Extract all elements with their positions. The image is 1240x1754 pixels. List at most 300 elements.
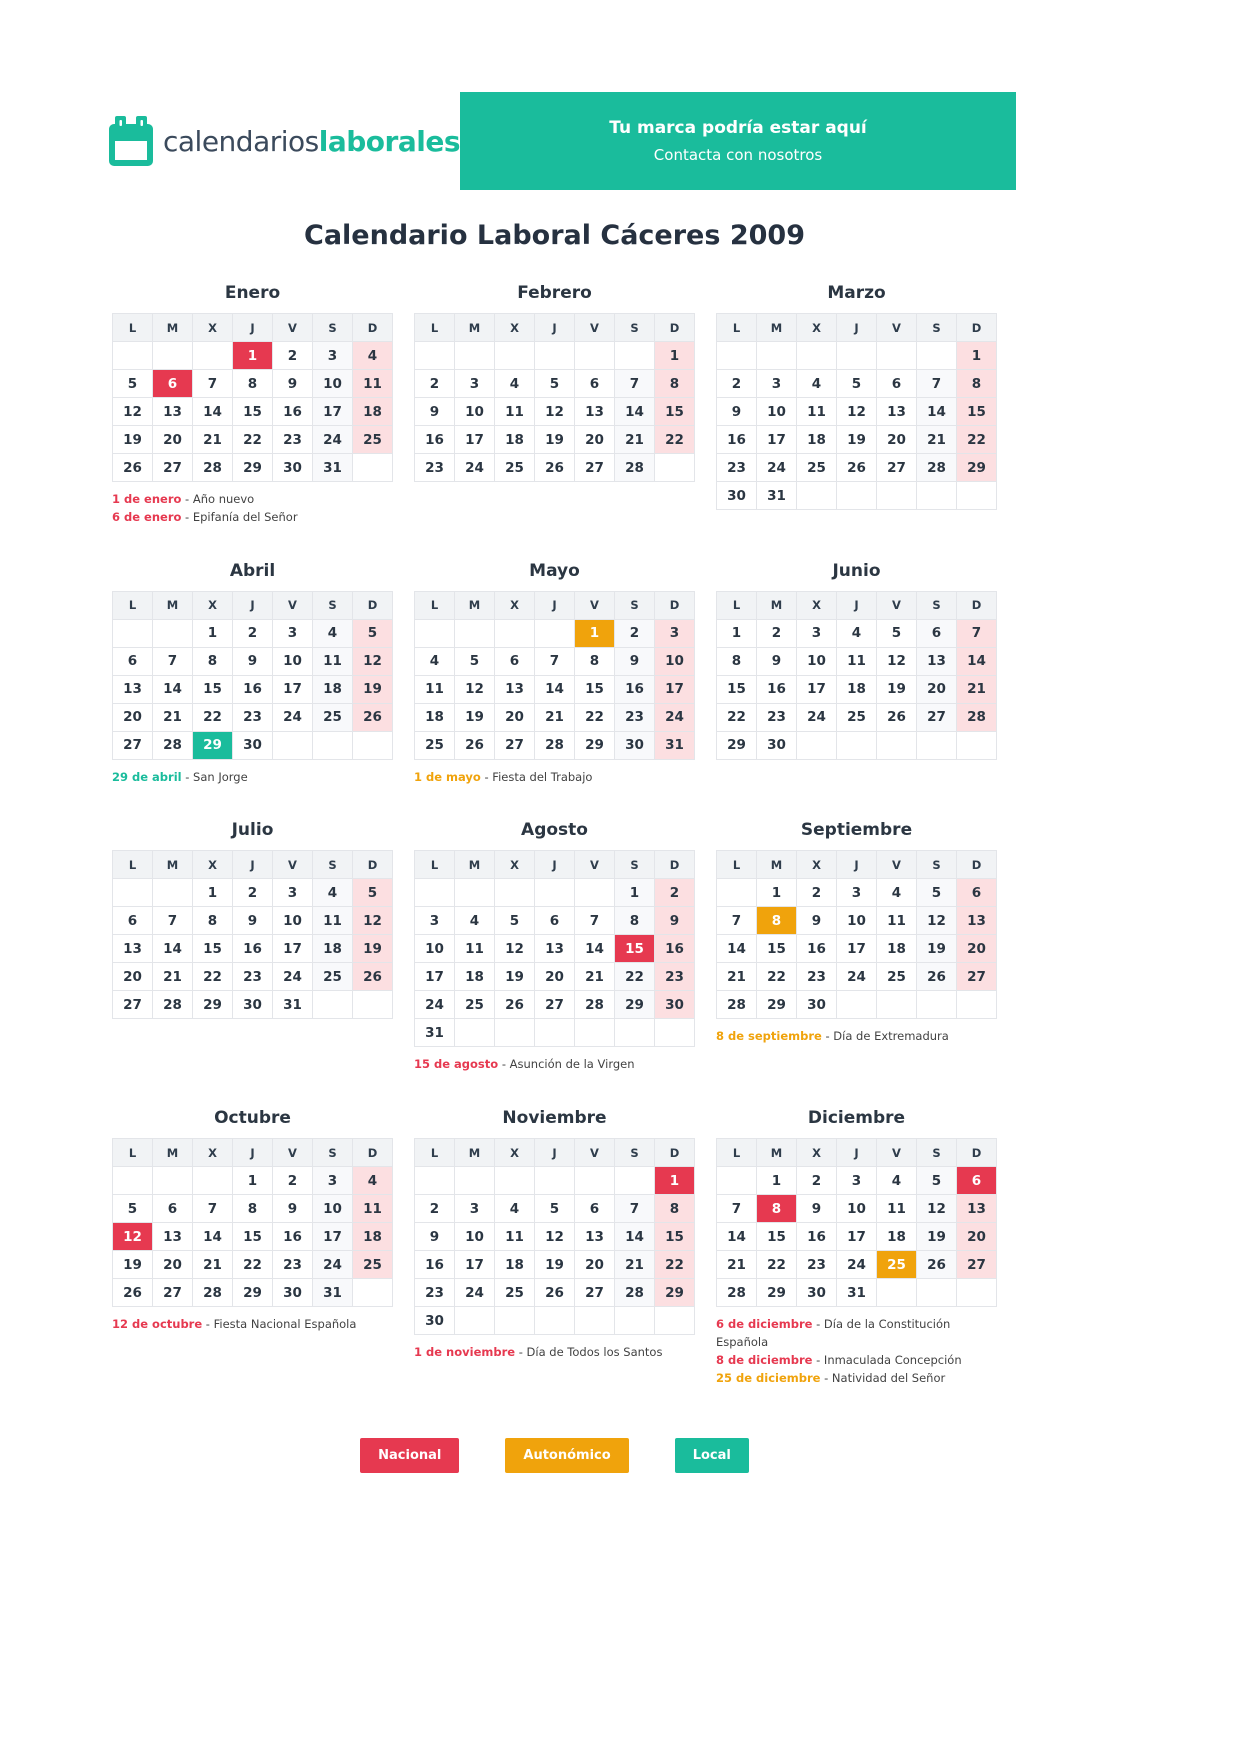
weekday-header: L (415, 591, 455, 619)
weekday-header: D (957, 314, 997, 342)
note-date: 29 de abril (112, 769, 182, 784)
week-row (113, 1279, 393, 1307)
day-cell: 26 (877, 703, 917, 731)
day-cell: 3 (313, 1167, 353, 1195)
holiday-notes (716, 1316, 997, 1387)
day-cell: 26 (535, 1279, 575, 1307)
day-cell: 31 (313, 1279, 353, 1307)
day-cell: 3 (837, 1167, 877, 1195)
day-cell: 25 (455, 991, 495, 1019)
weekday-header: D (353, 1139, 393, 1167)
day-cell: 28 (575, 991, 615, 1019)
holiday-note: 8 de septiembre - Día de Extremadura (716, 1029, 949, 1044)
day-cell: 4 (313, 619, 353, 647)
week-row (415, 1195, 695, 1223)
day-cell: 3 (455, 1195, 495, 1223)
week-row (113, 398, 393, 426)
day-cell: 24 (455, 1279, 495, 1307)
day-cell: 28 (193, 1279, 233, 1307)
day-cell: 24 (273, 703, 313, 731)
months-grid (112, 283, 997, 1388)
day-cell: 16 (615, 675, 655, 703)
weekday-header: D (655, 591, 695, 619)
day-cell: 21 (575, 963, 615, 991)
day-cell: 6 (113, 647, 153, 675)
day-cell: 27 (153, 1279, 193, 1307)
month-diciembre (716, 1108, 997, 1387)
day-cell: 26 (837, 454, 877, 482)
holiday-cell-national: 1 (655, 1167, 695, 1195)
week-row (415, 731, 695, 759)
day-cell: 25 (495, 454, 535, 482)
day-cell: 25 (877, 963, 917, 991)
day-cell: 14 (193, 1223, 233, 1251)
day-cell: 20 (917, 675, 957, 703)
month-table (414, 1138, 695, 1335)
day-cell: 21 (717, 1251, 757, 1279)
day-cell: 9 (233, 907, 273, 935)
day-cell: 27 (957, 963, 997, 991)
day-cell: 22 (757, 1251, 797, 1279)
weekday-header: V (273, 851, 313, 879)
day-cell: 17 (455, 1251, 495, 1279)
day-cell: 4 (837, 619, 877, 647)
month-title: Marzo (827, 283, 886, 303)
holiday-notes (414, 1056, 695, 1074)
day-cell: 19 (877, 675, 917, 703)
empty-cell (877, 731, 917, 759)
day-cell: 1 (655, 342, 695, 370)
month-title: Noviembre (502, 1108, 607, 1129)
note-date: 1 de mayo (414, 769, 481, 784)
day-cell: 22 (655, 426, 695, 454)
day-cell: 12 (917, 907, 957, 935)
holiday-cell-autonomic: 1 (575, 619, 615, 647)
empty-cell (575, 1307, 615, 1335)
day-cell: 12 (113, 398, 153, 426)
holiday-cell-autonomic: 25 (877, 1251, 917, 1279)
week-row (717, 1167, 997, 1195)
day-cell: 4 (877, 879, 917, 907)
day-cell: 27 (495, 731, 535, 759)
day-cell: 31 (313, 454, 353, 482)
month-mayo (414, 561, 695, 787)
week-row (113, 1195, 393, 1223)
day-cell: 30 (273, 1279, 313, 1307)
holiday-notes (112, 1316, 393, 1334)
week-row (415, 907, 695, 935)
day-cell: 22 (193, 963, 233, 991)
day-cell: 15 (575, 675, 615, 703)
day-cell: 30 (655, 991, 695, 1019)
legend-national-button[interactable]: Nacional (360, 1438, 459, 1473)
note-date: 12 de octubre (112, 1317, 203, 1332)
day-cell: 17 (273, 935, 313, 963)
day-cell: 31 (837, 1279, 877, 1307)
day-cell: 19 (113, 426, 153, 454)
weekday-header: S (917, 591, 957, 619)
day-cell: 18 (455, 963, 495, 991)
day-cell: 3 (757, 370, 797, 398)
day-cell: 28 (535, 731, 575, 759)
empty-cell (877, 342, 917, 370)
month-agosto (414, 820, 695, 1074)
weekday-header: M (757, 1139, 797, 1167)
weekday-header: D (957, 591, 997, 619)
week-row (717, 907, 997, 935)
day-cell: 7 (615, 370, 655, 398)
day-cell: 7 (193, 1195, 233, 1223)
day-cell: 15 (757, 1223, 797, 1251)
day-cell: 28 (917, 454, 957, 482)
day-cell: 4 (353, 1167, 393, 1195)
weekday-header: V (877, 851, 917, 879)
day-cell: 23 (717, 454, 757, 482)
holiday-cell-autonomic: 8 (757, 907, 797, 935)
day-cell: 31 (415, 1019, 455, 1047)
weekday-header: S (615, 1139, 655, 1167)
empty-cell (495, 1019, 535, 1047)
holiday-cell-national: 12 (113, 1223, 153, 1251)
day-cell: 17 (837, 1223, 877, 1251)
day-cell: 5 (495, 907, 535, 935)
month-title: Julio (231, 820, 274, 841)
day-cell: 24 (655, 703, 695, 731)
day-cell: 26 (353, 963, 393, 991)
week-row (717, 647, 997, 675)
day-cell: 17 (655, 675, 695, 703)
day-cell: 29 (757, 1279, 797, 1307)
empty-cell (917, 482, 957, 510)
content (112, 220, 997, 1473)
day-cell: 3 (655, 619, 695, 647)
empty-cell (455, 1307, 495, 1335)
day-cell: 17 (273, 675, 313, 703)
day-cell: 4 (353, 342, 393, 370)
week-row (415, 935, 695, 963)
day-cell: 28 (615, 454, 655, 482)
day-cell: 12 (495, 935, 535, 963)
day-cell: 11 (797, 398, 837, 426)
day-cell: 27 (113, 731, 153, 759)
day-cell: 17 (455, 426, 495, 454)
day-cell: 5 (353, 879, 393, 907)
day-cell: 19 (837, 426, 877, 454)
day-cell: 23 (273, 426, 313, 454)
day-cell: 11 (877, 1195, 917, 1223)
month-table (716, 850, 997, 1019)
week-row (113, 907, 393, 935)
day-cell: 27 (957, 1251, 997, 1279)
week-row (717, 991, 997, 1019)
day-cell: 19 (917, 1223, 957, 1251)
weekday-header: S (615, 591, 655, 619)
day-cell: 16 (797, 1223, 837, 1251)
day-cell: 21 (535, 703, 575, 731)
week-row (717, 935, 997, 963)
day-cell: 6 (495, 647, 535, 675)
day-cell: 23 (415, 454, 455, 482)
day-cell: 13 (535, 935, 575, 963)
day-cell: 7 (193, 370, 233, 398)
day-cell: 10 (313, 370, 353, 398)
day-cell: 30 (797, 991, 837, 1019)
weekday-header: D (353, 314, 393, 342)
week-row (415, 1223, 695, 1251)
weekday-header: D (655, 851, 695, 879)
day-cell: 15 (193, 675, 233, 703)
empty-cell (717, 1167, 757, 1195)
day-cell: 9 (797, 1195, 837, 1223)
week-row (415, 619, 695, 647)
day-cell: 7 (957, 619, 997, 647)
empty-cell (535, 619, 575, 647)
empty-cell (957, 482, 997, 510)
day-cell: 1 (757, 879, 797, 907)
day-cell: 3 (273, 879, 313, 907)
weekday-header: S (917, 314, 957, 342)
weekday-header: S (313, 591, 353, 619)
empty-cell (877, 482, 917, 510)
holiday-cell-national: 8 (757, 1195, 797, 1223)
ad-banner[interactable] (460, 92, 1016, 190)
empty-cell (193, 1167, 233, 1195)
empty-cell (495, 342, 535, 370)
day-cell: 8 (193, 647, 233, 675)
empty-cell (917, 342, 957, 370)
month-title: Agosto (521, 820, 588, 841)
weekday-header: V (575, 591, 615, 619)
day-cell: 17 (415, 963, 455, 991)
day-cell: 13 (495, 675, 535, 703)
day-cell: 10 (837, 1195, 877, 1223)
day-cell: 29 (233, 1279, 273, 1307)
day-cell: 14 (717, 935, 757, 963)
day-cell: 15 (757, 935, 797, 963)
empty-cell (797, 482, 837, 510)
weekday-header: M (757, 851, 797, 879)
day-cell: 25 (353, 426, 393, 454)
day-cell: 14 (615, 398, 655, 426)
day-cell: 11 (313, 647, 353, 675)
weekday-header: V (273, 1139, 313, 1167)
day-cell: 26 (495, 991, 535, 1019)
day-cell: 20 (957, 935, 997, 963)
day-cell: 2 (415, 1195, 455, 1223)
week-row (415, 426, 695, 454)
day-cell: 8 (233, 1195, 273, 1223)
empty-cell (273, 731, 313, 759)
day-cell: 23 (273, 1251, 313, 1279)
day-cell: 24 (313, 426, 353, 454)
empty-cell (615, 342, 655, 370)
day-cell: 16 (233, 675, 273, 703)
day-cell: 22 (717, 703, 757, 731)
day-cell: 11 (415, 675, 455, 703)
day-cell: 29 (575, 731, 615, 759)
day-cell: 11 (313, 907, 353, 935)
weekday-header: J (837, 1139, 877, 1167)
day-cell: 14 (153, 935, 193, 963)
week-row (415, 703, 695, 731)
day-cell: 18 (877, 1223, 917, 1251)
empty-cell (535, 1167, 575, 1195)
day-cell: 15 (957, 398, 997, 426)
day-cell: 9 (273, 370, 313, 398)
week-row (717, 1279, 997, 1307)
day-cell: 20 (535, 963, 575, 991)
day-cell: 2 (757, 619, 797, 647)
day-cell: 2 (415, 370, 455, 398)
day-cell: 18 (495, 1251, 535, 1279)
day-cell: 10 (273, 647, 313, 675)
day-cell: 5 (535, 1195, 575, 1223)
month-table (112, 591, 393, 760)
empty-cell (655, 1019, 695, 1047)
month-noviembre (414, 1108, 695, 1362)
day-cell: 5 (837, 370, 877, 398)
day-cell: 22 (957, 426, 997, 454)
day-cell: 26 (917, 1251, 957, 1279)
note-date: 6 de enero (112, 509, 182, 524)
day-cell: 27 (917, 703, 957, 731)
day-cell: 4 (797, 370, 837, 398)
day-cell: 1 (717, 619, 757, 647)
empty-cell (575, 342, 615, 370)
weekday-header: D (957, 1139, 997, 1167)
day-cell: 8 (193, 907, 233, 935)
weekday-header: L (415, 314, 455, 342)
ad-banner-contact-link[interactable]: Contacta con nosotros (653, 146, 823, 164)
empty-cell (153, 879, 193, 907)
legend-autonomic-button[interactable]: Autonómico (505, 1438, 628, 1473)
day-cell: 9 (415, 1223, 455, 1251)
day-cell: 12 (877, 647, 917, 675)
empty-cell (717, 879, 757, 907)
week-row (415, 342, 695, 370)
week-row (113, 675, 393, 703)
day-cell: 6 (535, 907, 575, 935)
week-row (415, 963, 695, 991)
day-cell: 8 (575, 647, 615, 675)
week-row (717, 342, 997, 370)
week-row (717, 1223, 997, 1251)
weekday-header: J (535, 1139, 575, 1167)
empty-cell (717, 342, 757, 370)
empty-cell (313, 731, 353, 759)
empty-cell (917, 731, 957, 759)
calendar-icon (108, 115, 154, 167)
weekday-header: M (455, 591, 495, 619)
day-cell: 5 (353, 619, 393, 647)
note-date: 8 de septiembre (716, 1029, 822, 1044)
day-cell: 6 (153, 1195, 193, 1223)
weekday-header: X (797, 1139, 837, 1167)
weekday-header: M (455, 851, 495, 879)
weekday-header: M (153, 1139, 193, 1167)
empty-cell (837, 991, 877, 1019)
day-cell: 11 (877, 907, 917, 935)
day-cell: 28 (957, 703, 997, 731)
week-row (415, 1307, 695, 1335)
day-cell: 5 (877, 619, 917, 647)
note-date: 6 de diciembre (716, 1317, 813, 1332)
weekday-header: V (575, 1139, 615, 1167)
weekday-header: L (717, 591, 757, 619)
day-cell: 27 (113, 991, 153, 1019)
empty-cell (415, 619, 455, 647)
day-cell: 16 (415, 426, 455, 454)
day-cell: 28 (717, 991, 757, 1019)
day-cell: 25 (495, 1279, 535, 1307)
empty-cell (455, 342, 495, 370)
week-row (717, 1195, 997, 1223)
empty-cell (353, 991, 393, 1019)
empty-cell (575, 1167, 615, 1195)
empty-cell (153, 619, 193, 647)
day-cell: 18 (353, 398, 393, 426)
day-cell: 22 (233, 1251, 273, 1279)
empty-cell (877, 991, 917, 1019)
day-cell: 23 (233, 703, 273, 731)
day-cell: 2 (615, 619, 655, 647)
day-cell: 13 (957, 907, 997, 935)
day-cell: 17 (757, 426, 797, 454)
day-cell: 20 (877, 426, 917, 454)
day-cell: 15 (233, 1223, 273, 1251)
weekday-header: V (877, 591, 917, 619)
day-cell: 2 (797, 879, 837, 907)
day-cell: 4 (415, 647, 455, 675)
page-title: Calendario Laboral Cáceres 2009 (304, 220, 805, 251)
week-row (415, 879, 695, 907)
empty-cell (797, 731, 837, 759)
day-cell: 29 (233, 454, 273, 482)
month-table (414, 591, 695, 760)
day-cell: 2 (273, 342, 313, 370)
logo[interactable] (108, 115, 460, 167)
day-cell: 9 (797, 907, 837, 935)
empty-cell (495, 619, 535, 647)
day-cell: 9 (655, 907, 695, 935)
week-row (113, 1251, 393, 1279)
week-row (717, 879, 997, 907)
ad-banner-headline: Tu marca podría estar aquí (609, 118, 867, 138)
holiday-cell-national: 6 (957, 1167, 997, 1195)
day-cell: 30 (615, 731, 655, 759)
day-cell: 20 (575, 1251, 615, 1279)
day-cell: 15 (655, 1223, 695, 1251)
weekday-header: J (233, 314, 273, 342)
holiday-cell-national: 15 (615, 935, 655, 963)
weekday-header: X (797, 851, 837, 879)
holiday-note: 6 de enero - Epifanía del Señor (112, 509, 298, 524)
day-cell: 29 (757, 991, 797, 1019)
day-cell: 21 (193, 1251, 233, 1279)
week-row (113, 342, 393, 370)
weekday-header: X (495, 591, 535, 619)
logo-accent: laborales (318, 124, 460, 158)
week-row (415, 1251, 695, 1279)
holiday-cell-national: 1 (233, 342, 273, 370)
day-cell: 13 (113, 935, 153, 963)
weekday-header: X (193, 314, 233, 342)
day-cell: 23 (797, 963, 837, 991)
day-cell: 6 (877, 370, 917, 398)
legend-local-button[interactable]: Local (675, 1438, 749, 1473)
day-cell: 30 (757, 731, 797, 759)
day-cell: 30 (797, 1279, 837, 1307)
